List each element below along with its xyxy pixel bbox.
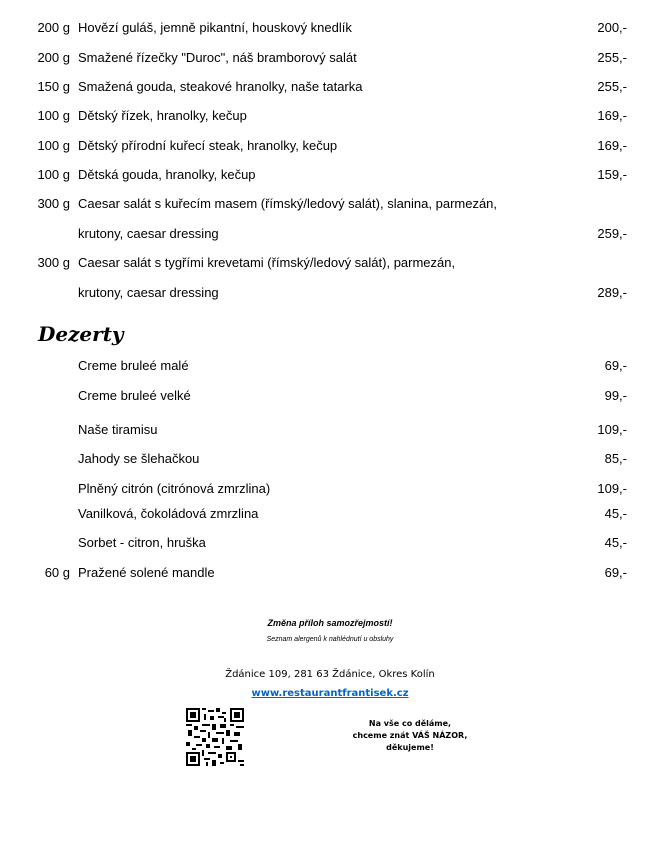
- address: Ždánice 109, 281 63 Ždánice, Okres Kolín: [225, 669, 435, 680]
- item-name: Smažené řízečky "Duroc", náš bramborový salát: [78, 50, 357, 65]
- item-price: 159,-: [597, 167, 627, 182]
- item-name-continued: krutony, caesar dressing: [78, 285, 219, 300]
- item-price: 255,-: [597, 79, 627, 94]
- menu-item-continuation: [0, 284, 647, 302]
- menu-item: [0, 49, 647, 67]
- item-price: 200,-: [597, 20, 627, 35]
- item-weight: 60 g: [44, 565, 70, 580]
- item-name: Vanilková, čokoládová zmrzlina: [78, 506, 259, 521]
- item-weight: 100 g: [37, 108, 70, 123]
- dessert-item: [0, 534, 647, 552]
- item-price: 259,-: [597, 226, 627, 241]
- dessert-item: [0, 387, 647, 405]
- qr-code-icon: [186, 708, 244, 766]
- dessert-item: [0, 421, 647, 439]
- item-name: Creme bruleé malé: [78, 358, 189, 373]
- section-heading-desserts: Dezerty: [38, 322, 124, 346]
- feedback-line: děkujeme!: [386, 743, 434, 752]
- item-price: 109,-: [597, 422, 627, 437]
- item-weight: 200 g: [37, 20, 70, 35]
- item-weight: 100 g: [37, 138, 70, 153]
- item-name-continued: krutony, caesar dressing: [78, 226, 219, 241]
- website-link[interactable]: www.restaurantfrantisek.cz: [251, 688, 409, 699]
- item-name: Creme bruleé velké: [78, 388, 191, 403]
- item-name: Sorbet - citron, hruška: [78, 535, 206, 550]
- item-price: 169,-: [597, 108, 627, 123]
- menu-item: [0, 78, 647, 96]
- dessert-item: [0, 480, 647, 498]
- item-weight: 100 g: [37, 167, 70, 182]
- menu-item: [0, 107, 647, 125]
- item-price: 69,-: [604, 358, 627, 373]
- item-price: 69,-: [604, 565, 627, 580]
- item-price: 99,-: [604, 388, 627, 403]
- item-name: Pražené solené mandle: [78, 565, 215, 580]
- menu-item: [0, 166, 647, 184]
- feedback-line: chceme znát VÁŠ NÁZOR,: [352, 731, 468, 740]
- dessert-item: [0, 564, 647, 582]
- item-price: 289,-: [597, 285, 627, 300]
- item-name: Dětský řízek, hranolky, kečup: [78, 108, 247, 123]
- item-price: 169,-: [597, 138, 627, 153]
- item-weight: 300 g: [37, 255, 70, 270]
- menu-item: [0, 254, 647, 272]
- item-name: Jahody se šlehačkou: [78, 451, 200, 466]
- item-weight: 200 g: [37, 50, 70, 65]
- item-price: 85,-: [604, 451, 627, 466]
- item-price: 255,-: [597, 50, 627, 65]
- side-dish-note: Změna příloh samozřejmostí!: [267, 618, 393, 628]
- menu-item-continuation: [0, 225, 647, 243]
- item-weight: 300 g: [37, 196, 70, 211]
- menu-item: [0, 19, 647, 37]
- item-name: Caesar salát s tygřími krevetami (římský/ledový salát), parmezán,: [78, 255, 456, 270]
- item-name: Naše tiramisu: [78, 422, 158, 437]
- allergen-note: Seznam alergenů k nahlédnutí u obsluhy: [266, 636, 394, 643]
- item-name: Plněný citrón (citrónová zmrzlina): [78, 481, 271, 496]
- menu-item: [0, 137, 647, 155]
- dessert-item: [0, 450, 647, 468]
- dessert-item: [0, 505, 647, 523]
- item-price: 45,-: [604, 506, 627, 521]
- item-name: Hovězí guláš, jemně pikantní, houskový knedlík: [78, 20, 352, 35]
- feedback-note: [340, 718, 480, 754]
- item-price: 45,-: [604, 535, 627, 550]
- dessert-item: [0, 357, 647, 375]
- item-name: Smažená gouda, steakové hranolky, naše tatarka: [78, 79, 363, 94]
- feedback-line: Na vše co děláme,: [368, 719, 452, 728]
- item-name: Caesar salát s kuřecím masem (římský/ledový salát), slanina, parmezán,: [78, 196, 498, 211]
- item-weight: 150 g: [37, 79, 70, 94]
- item-name: Dětská gouda, hranolky, kečup: [78, 167, 256, 182]
- item-name: Dětský přírodní kuřecí steak, hranolky, kečup: [78, 138, 338, 153]
- item-price: 109,-: [597, 481, 627, 496]
- menu-item: [0, 195, 647, 213]
